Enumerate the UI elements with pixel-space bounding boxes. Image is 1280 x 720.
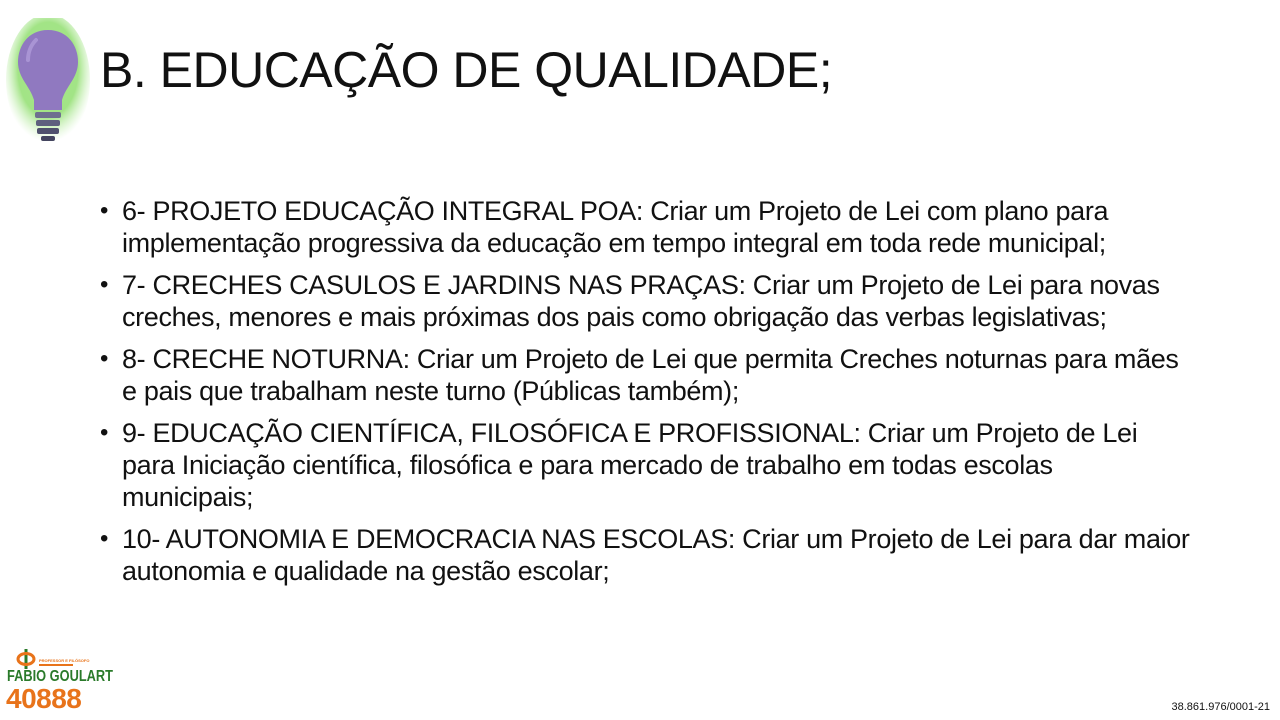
bullet-marker: • bbox=[100, 419, 109, 446]
bullet-marker: • bbox=[100, 197, 109, 224]
list-item bbox=[100, 269, 1190, 333]
list-item-text: 6- PROJETO EDUCAÇÃO INTEGRAL POA: Criar um Projeto de Lei com plano para implementação progressiva da educação em tempo integral em toda rede municipal; bbox=[122, 196, 1109, 258]
list-item bbox=[100, 523, 1190, 587]
list-item bbox=[100, 195, 1190, 259]
list-item-text: 7- CRECHES CASULOS E JARDINS NAS PRAÇAS: Criar um Projeto de Lei para novas creches, menores e mais próximas dos pais como obrigação das verbas legislativas; bbox=[122, 270, 1160, 332]
slide-title: B. EDUCAÇÃO DE QUALIDADE; bbox=[100, 42, 833, 98]
logo-tagline-bar bbox=[39, 664, 73, 666]
list-item bbox=[100, 343, 1190, 407]
bullet-marker: • bbox=[100, 525, 109, 552]
candidate-logo bbox=[6, 648, 113, 714]
list-item-text: 9- EDUCAÇÃO CIENTÍFICA, FILOSÓFICA E PROFISSIONAL: Criar um Projeto de Lei para Iniciação científica, filosófica e para mercado de trabalho em todas escolas municipais; bbox=[122, 418, 1138, 512]
logo-tagline: PROFESSOR E FILÓSOFO bbox=[39, 658, 90, 663]
bullet-marker: • bbox=[100, 345, 109, 372]
logo-name: FABIO GOULART bbox=[7, 668, 113, 685]
bullet-marker: • bbox=[100, 271, 109, 298]
lightbulb-icon bbox=[6, 18, 90, 150]
content-list bbox=[100, 195, 1190, 597]
list-item-text: 10- AUTONOMIA E DEMOCRACIA NAS ESCOLAS: Criar um Projeto de Lei para dar maior autonomia e qualidade na gestão escolar; bbox=[122, 524, 1190, 586]
footer-id: 38.861.976/0001-21 bbox=[1171, 701, 1270, 713]
logo-number: 40888 bbox=[6, 683, 82, 714]
phi-emblem-icon bbox=[15, 648, 37, 670]
list-item-text: 8- CRECHE NOTURNA: Criar um Projeto de Lei que permita Creches noturnas para mães e pais que trabalham neste turno (Públicas também); bbox=[122, 344, 1179, 406]
list-item bbox=[100, 417, 1190, 513]
